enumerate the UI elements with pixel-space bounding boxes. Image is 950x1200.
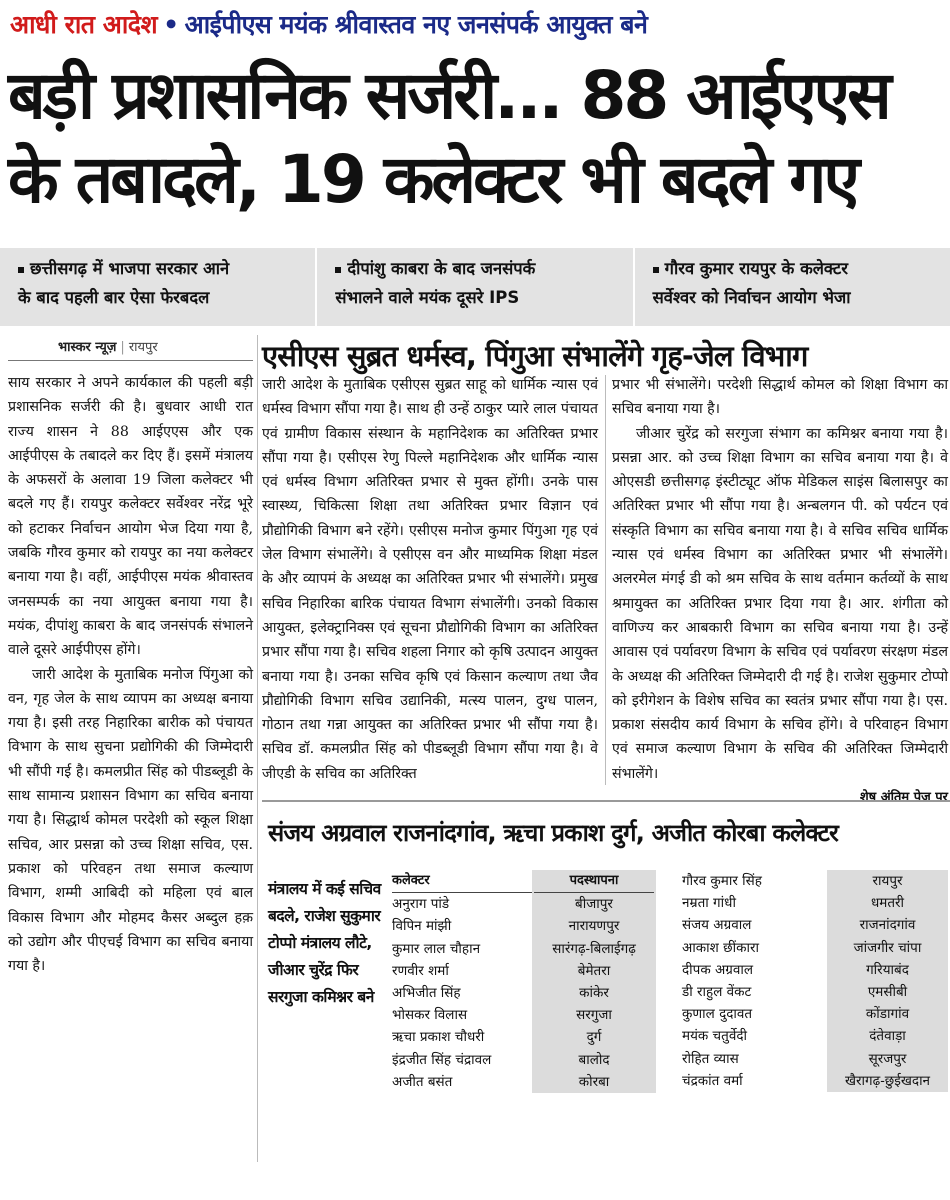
subheadline: एसीएस सुब्रत धर्मस्व, पिंगुआ संभालेंगे गृह-जेल विभाग: [262, 339, 808, 373]
deck-line-2: संभालने वाले मयंक दूसरे IPS: [335, 288, 520, 307]
table-cell: इंद्रजीत सिंह चंद्रावल: [392, 1051, 492, 1068]
table-cell: बीजापुर: [575, 896, 613, 913]
table-cell: अजीत बसंत: [392, 1073, 453, 1090]
table-cell: अनुराग पांडे: [392, 896, 450, 913]
table-cell: मयंक चतुर्वेदी: [682, 1028, 748, 1045]
continued-note: शेष अंतिम पेज पर: [859, 790, 948, 806]
pull-quote: मंत्रालय में कई सचिव बदले, राजेश सुकुमार टोप्पो मंत्रालय लौटे, जीआर चुरेंद्र फिर सरगुजा कमिश्नर बने: [268, 880, 381, 1006]
table-cell: सूरजपुर: [868, 1050, 907, 1067]
table-cell: भोसकर विलास: [392, 1007, 468, 1024]
table-cell: कोरबा: [578, 1073, 610, 1090]
headline-line-1: बड़ी प्रशासनिक सर्जरी... 88 आईएएस: [8, 57, 889, 134]
bullet-square-icon: [18, 267, 24, 273]
table-cell: सरगुजा: [576, 1007, 612, 1024]
table-cell: कोंडागांव: [865, 1006, 910, 1023]
deck-item: [0, 248, 317, 326]
table-cell: बालोद: [578, 1051, 610, 1068]
table-cell: कांकेर: [579, 985, 609, 1002]
table-cell: खैरागढ़-छुईखदान: [844, 1072, 931, 1089]
table-cell: कुणाल दुदावत: [682, 1006, 753, 1023]
posting-column-left: [532, 870, 656, 1093]
byline-city: रायपुर: [128, 340, 158, 355]
deck-line-1: दीपांशु काबरा के बाद जनसंपर्क: [347, 259, 536, 278]
kicker: [10, 6, 647, 42]
table-cell: नारायणपुर: [568, 918, 620, 935]
table-cell: दंतेवाड़ा: [869, 1028, 906, 1045]
bullet-square-icon: [653, 267, 659, 273]
table-header-posting: पदस्थापना: [534, 870, 654, 893]
posting-column-right: [827, 870, 948, 1092]
headline-line-2: के तबादले, 19 कलेक्टर भी बदले गए: [8, 141, 857, 218]
table-cell: कुमार लाल चौहान: [392, 940, 481, 957]
page-margin: [0, 1162, 950, 1200]
table-cell: गौरव कुमार सिंह: [682, 873, 762, 889]
column-divider: [605, 375, 606, 785]
table-cell: डी राहुल वेंकट: [682, 984, 752, 1001]
paragraph: जारी आदेश के मुताबिक एसीएस सुब्रत साहू को धार्मिक न्यास एवं धर्मस्व विभाग सौंपा गया है। साथ ही उन्हें ठाकुर प्यारे लाल पंचायत एवं ग्रामीण विकास संस्थान के महानिदेशक का अतिरिक्त प्रभार सौंपा गया है। एसीएस रेणु पिल्ले महानिदेशक और धार्मिक न्यास एवं धर्मस्व विभाग अतिरिक्त प्रभार से मुक्त होंगी। उनके पास स्वास्थ्य, चिकित्सा शिक्षा तथा अतिरिक्त प्रभार विज्ञान एवं प्रौद्योगिकी विभाग बने रहेंगे। एसीएस मनोज कुमार पिंगुआ गृह एवं जेल विभाग संभालेंगे। वे एसीएस वन और माध्यमिक शिक्षा मंडल के और व्यापमं के अध्यक्ष का अतिरिक्त प्रभार भी संभालेंगे। प्रमुख सचिव निहारिका बारिक पंचायत विभाग संभालेंगी। उनको विकास आयुक्त, इलेक्ट्रानिक्स एवं सूचना प्रौद्योगिकी विभाग का अतिरिक्त प्रभार सौंपा गया है। सचिव शहला निगार को कृषि उत्पादन आयुक्त बनाया गया है। उनका सचिव कृषि एवं किसान कल्याण तथा जैव प्रौद्योगिकी विभाग सचिव उद्यानिकी, मत्स्य पालन, दुग्ध पालन, गोठान तथा गन्ना आयुक्त का अतिरिक्त प्रभार भी सौंपा गया है। सचिव डॉ. कमलप्रीत सिंह को पीडब्लूडी विभाग सौंपा गया है। वे जीएडी के सचिव का अतिरिक्त: [262, 377, 598, 782]
bullet-square-icon: [335, 267, 341, 273]
paragraph: जारी आदेश के मुताबिक मनोज पिंगुआ को वन, गृह जेल के साथ व्यापम का अध्यक्ष बनाया गया है। इसी तरह निहारिका बारीक को पंचायत विभाग के साथ सुचना प्रद्योगिकी की जिम्मेदारी भी सौंपी गई है। कमलप्रीत सिंह को पीडब्लूडी के साथ सामान्य प्रशासन विभाग का सचिव बनाया गया है। सिद्धार्थ कोमल परदेशी को स्कूल शिक्षा सचिव, आर प्रसन्ना को उच्च शिक्षा सचिव, एस. प्रकाश को परिवहन तथा समाज कल्याण विभाग, शम्मी आबिदी को महिला एवं बाल विकास विभाग और मोहमद कैसर अब्दुल हक़ को उद्योग और पीएचई विभाग का सचिव बनाया गया है।: [8, 666, 253, 975]
deck-line-1: छत्तीसगढ़ में भाजपा सरकार आने: [30, 259, 230, 278]
collector-name-column-right: [682, 870, 827, 1092]
table-cell: संजय अग्रवाल: [682, 917, 752, 934]
table-cell: रायपुर: [872, 873, 903, 889]
headline: [8, 54, 944, 222]
article-column-3: [612, 373, 948, 806]
table-cell: दीपक अग्रवाल: [682, 961, 754, 978]
kicker-bullet: •: [163, 9, 179, 39]
byline-separator: |: [120, 340, 125, 355]
table-cell: धमतरी: [870, 895, 905, 912]
table-cell: रणवीर शर्मा: [392, 962, 449, 979]
kicker-label: आधी रात आदेश: [10, 10, 158, 39]
paragraph: जीआर चुरेंद्र को सरगुजा संभाग का कमिश्नर बनाया गया है। प्रसन्ना आर. को उच्च शिक्षा विभाग का सचिव बनाया गया है। वे ओएसडी छत्तीसगढ़ इंस्टीट्यूट ऑफ मेडिकल साइंस बिलासपुर का अतिरिक्त प्रभार भी सौंपा गया है। अन्बलगन पी. को पर्यटन एवं संस्कृति विभाग का सचिव बनाया गया है। वे सचिव सचिव धार्मिक न्यास एवं धर्मस्व विभाग का अतिरिक्त प्रभार भी संभालेंगे। अलरमेल मंगई डी को श्रम सचिव के साथ वर्तमान कर्तव्यों के साथ श्रमायुक्त का अतिरिक्त प्रभार दिया गया है। आर. शंगीता को वाणिज्य कर आबकारी विभाग का सचिव बनाया गया है। उन्हें आवास एवं पर्यावरण विभाग के सचिव एवं पर्यावरण संरक्षण मंडल के अध्यक्ष की अतिरिक्त जिम्मेदारी दी गई है। राजेश सुकुमार टोप्पो को इरीगेशन के विशेष सचिव का स्वतंत्र प्रभार सौंपा गया है। एस. प्रकाश संसदीय कार्य विभाग के सचिव होंगे। वे परिवाहन विभाग एवं समाज कल्याण विभाग के सचिव की अतिरिक्त जिम्मेदारी संभालेंगे।: [612, 425, 948, 782]
column-divider: [257, 335, 258, 1165]
table-cell: अभिजीत सिंह: [392, 985, 461, 1002]
deck-item: [317, 248, 634, 326]
article-column-1: [8, 371, 253, 1161]
deck-strip: [0, 248, 950, 326]
table-cell: विपिन मांझी: [392, 918, 452, 935]
byline: [58, 337, 158, 355]
kicker-text: आईपीएस मयंक श्रीवास्तव नए जनसंपर्क आयुक्त बने: [184, 10, 648, 39]
table-cell: गरियाबंद: [866, 961, 909, 978]
table-cell: ऋचा प्रकाश चौधरी: [392, 1029, 485, 1046]
table-cell: रोहित व्यास: [682, 1050, 739, 1067]
byline-agency: भास्कर न्यूज़: [58, 340, 117, 355]
table-cell: एमसीबी: [867, 984, 908, 1001]
article-column-2: [262, 373, 598, 783]
deck-line-1: गौरव कुमार रायपुर के कलेक्टर: [664, 259, 848, 278]
table-cell: सारंगढ़-बिलाईगढ़: [552, 940, 636, 957]
deck-item: [635, 248, 950, 326]
table-cell: राजनांदगांव: [859, 917, 916, 934]
table-cell: चंद्रकांत वर्मा: [682, 1072, 743, 1089]
deck-line-2: सर्वेश्वर को निर्वाचन आयोग भेजा: [652, 288, 851, 307]
divider: [8, 360, 253, 361]
list-headline: संजय अग्रवाल राजनांदगांव, ऋचा प्रकाश दुर्ग, अजीत कोरबा कलेक्टर: [262, 800, 950, 860]
table-cell: बेमेतरा: [577, 962, 611, 979]
paragraph: प्रभार भी संभालेंगे। परदेशी सिद्धार्थ कोमल को शिक्षा विभाग का सचिव बनाया गया है।: [612, 377, 948, 418]
table-cell: आकाश छींकारा: [682, 939, 759, 956]
collector-name-column-left: [392, 870, 532, 1093]
paragraph: साय सरकार ने अपने कार्यकाल की पहली बड़ी प्रशासनिक सर्जरी की है। बुधवार आधी रात राज्य शासन ने 88 आईएएस और एक आईपीएस के तबादले कर दिए हैं। इसमें मंत्रालय के अफसरों के अलावा 19 जिला कलेक्टर भी बदले गए हैं। रायपुर कलेक्टर सर्वेश्वर नरेंद्र भूरे को हटाकर निर्वाचन आयोग भेज दिया गया है, जबकि गौरव कुमार को रायपुर का नया कलेक्टर बनाया गया है। वहीं, आईपीएस मयंक श्रीवास्तव जनसम्पर्क का नया आयुक्त बनाया गया है। मयंक, दीपांशु काबरा के बाद जनसंपर्क संभालने वाले दूसरे आईपीएस होंगे।: [8, 375, 253, 659]
table-header-collector: कलेक्टर: [392, 870, 534, 893]
deck-line-2: के बाद पहली बार ऐसा फेरबदल: [18, 288, 210, 307]
table-cell: दुर्ग: [586, 1029, 602, 1046]
table-cell: नम्रता गांधी: [682, 895, 736, 912]
table-cell: जांजगीर चांपा: [853, 939, 922, 956]
